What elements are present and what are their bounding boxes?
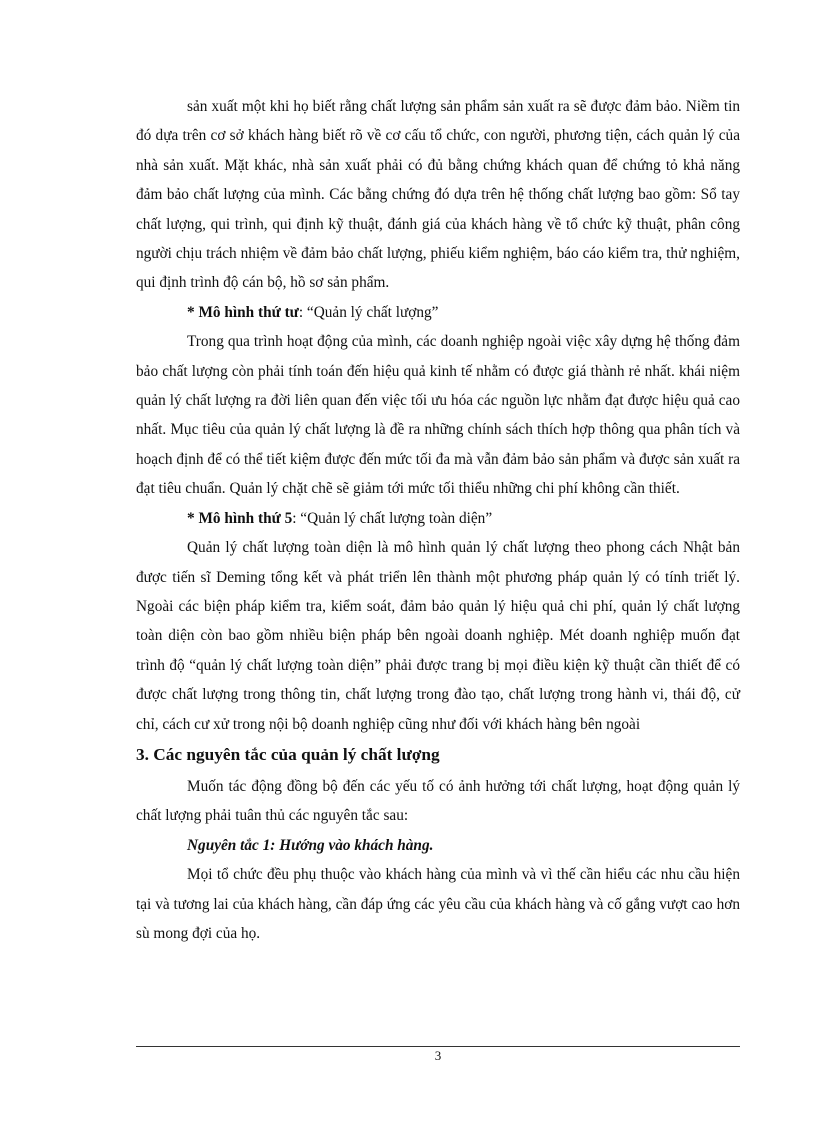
paragraph-quality-assurance-evidence: sản xuất một khi họ biết rằng chất lượng sản phẩm sản xuất ra sẽ được đảm bảo. Niềm tin đó dựa trên cơ sở khách hàng biết rõ về cơ cấu tổ chức, con người, phương tiện, cách quản lý của nhà sản xuất. Mặt khác, nhà sản xuất phải có đủ bằng chứng khách quan để chứng tỏ khả năng đảm bảo chất lượng của mình. Các bằng chứng đó dựa trên hệ thống chất lượng bao gồm: Sổ tay chất lượng, qui trình, qui định kỹ thuật, đánh giá của khách hàng về tổ chức kỹ thuật, phân công người chịu trách nhiệm về đảm bảo chất lượng, phiếu kiểm nghiệm, báo cáo kiểm tra, thử nghiệm, qui định trình độ cán bộ, hồ sơ sản phẩm.: [136, 98, 740, 292]
paragraph-customer-focus: Mọi tổ chức đều phụ thuộc vào khách hàng của mình và vì thế cần hiểu các nhu cầu hiện tại và tương lai của khách hàng, cần đáp ứng các yêu cầu của khách hàng và cố gắng vượt cao hơn sù mong đợi của họ.: [136, 866, 740, 942]
principle-1-heading: Nguyên tắc 1: Hướng vào khách hàng.: [187, 836, 434, 854]
paragraph-total-quality-management: Quản lý chất lượng toàn diện là mô hình quản lý chất lượng theo phong cách Nhật bản được tiến sĩ Deming tổng kết và phát triển lên thành một phương pháp quản lý có tính triết lý. Ngoài các biện pháp kiểm tra, kiểm soát, đảm bảo quản lý hiệu quả chi phí, quản lý chất lượng toàn diện còn bao gồm nhiều biện pháp bên ngoài doanh nghiệp. Mét doanh nghiệp muốn đạt trình độ “quản lý chất lượng toàn diện” phải được trang bị mọi điều kiện kỹ thuật cần thiết để có được chất lượng trong thông tin, chất lượng trong đào tạo, chất lượng trong hành vi, thái độ, cử chỉ, cách cư xử trong nội bộ doanh nghiệp cũng như đối với khách hàng bên ngoài: [136, 539, 740, 733]
body-text: [136, 92, 740, 948]
section-heading-principles: 3. Các nguyên tắc của quản lý chất lượng: [136, 744, 440, 764]
footer-divider: [136, 1046, 740, 1047]
page-number: 3: [434, 1048, 442, 1063]
model-4-title: : “Quản lý chất lượng”: [298, 303, 439, 321]
model-5-label: * Mô hình thứ 5: [187, 509, 293, 527]
model-4-heading: [136, 298, 740, 327]
model-5-title: : “Quản lý chất lượng toàn diện”: [292, 509, 493, 527]
paragraph-principles-intro: Muốn tác động đồng bộ đến các yếu tố có ảnh hưởng tới chất lượng, hoạt động quản lý chất lượng phải tuân thủ các nguyên tắc sau:: [136, 777, 740, 825]
model-4-label: * Mô hình thứ tư: [187, 303, 299, 321]
paragraph-quality-management: Trong qua trình hoạt động của mình, các doanh nghiệp ngoài việc xây dựng hệ thống đảm bảo chất lượng còn phải tính toán đến hiệu quả kinh tế nhằm có được giá thành rẻ nhất. khái niệm quản lý chất lượng ra đời liên quan đến việc tối ưu hóa các nguồn lực nhằm đạt được hiệu quả cao nhất. Mục tiêu của quản lý chất lượng là đề ra những chính sách thích hợp thông qua phân tích và hoạch định để có thể tiết kiệm được đến mức tối đa mà vẫn đảm bảo sản phẩm và được sản xuất ra đạt tiêu chuẩn. Quản lý chặt chẽ sẽ giảm tới mức tối thiểu những chi phí không cần thiết.: [136, 333, 740, 498]
model-5-heading: [136, 504, 740, 533]
